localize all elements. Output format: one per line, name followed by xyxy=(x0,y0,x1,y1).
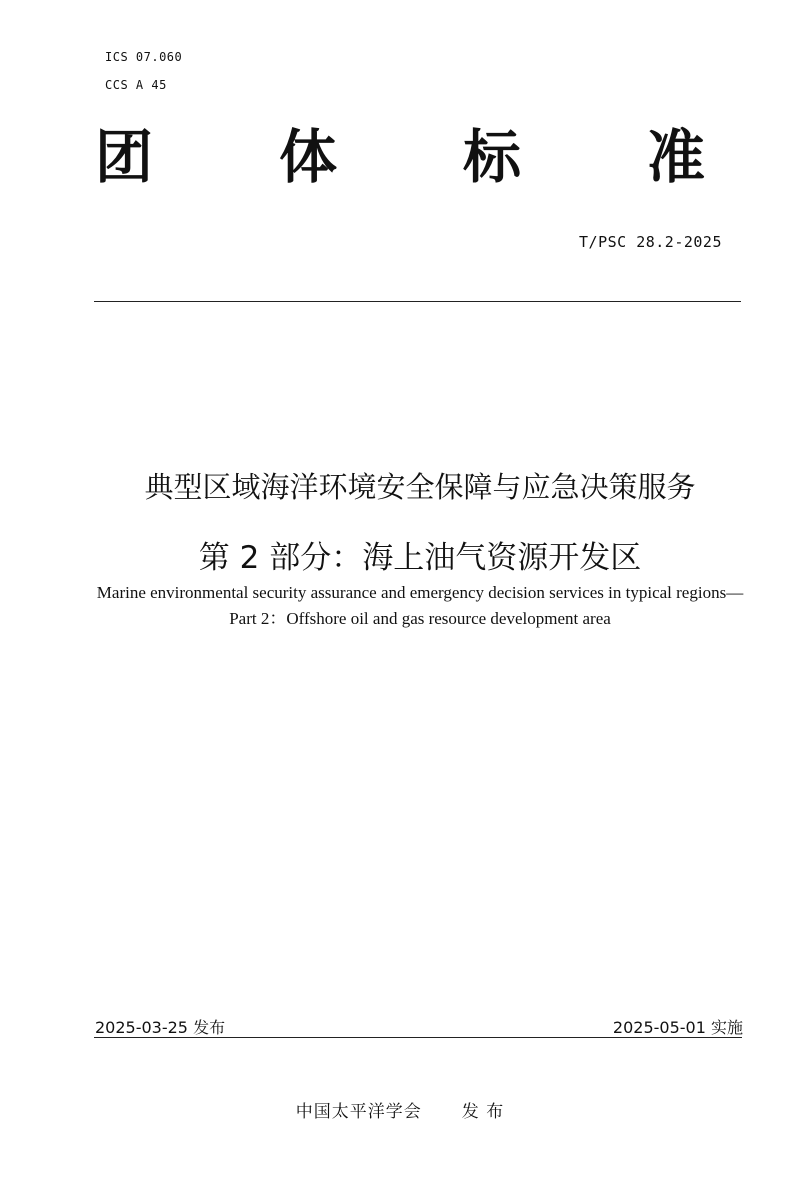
publisher-name: 中国太平洋学会 xyxy=(295,1102,422,1122)
title-char: 标 xyxy=(462,123,521,191)
ccs-code: CCS A 45 xyxy=(105,78,167,92)
chinese-subtitle: 第 2 部分：海上油气资源开发区 xyxy=(198,540,642,576)
header-divider xyxy=(94,301,741,302)
english-title: Marine environmental security assurance and emergency decision services in typical regions—Part 2：Offshore oil and gas resource development area xyxy=(96,583,744,628)
standard-number: T/PSC 28.2-2025 xyxy=(579,233,722,251)
title-char: 准 xyxy=(646,123,705,191)
ics-code: ICS 07.060 xyxy=(105,50,183,64)
footer-divider xyxy=(94,1037,742,1038)
publisher-line xyxy=(0,1097,800,1122)
publisher-action: 发 布 xyxy=(461,1102,505,1122)
effective-date: 2025-05-01 实施 xyxy=(612,1018,743,1037)
title-block xyxy=(90,462,750,632)
publish-date: 2025-03-25 发布 xyxy=(95,1018,226,1037)
chinese-title: 典型区域海洋环境安全保障与应急决策服务 xyxy=(144,470,696,504)
document-type-title xyxy=(95,122,705,192)
title-char: 团 xyxy=(95,123,154,191)
title-char: 体 xyxy=(278,123,337,191)
